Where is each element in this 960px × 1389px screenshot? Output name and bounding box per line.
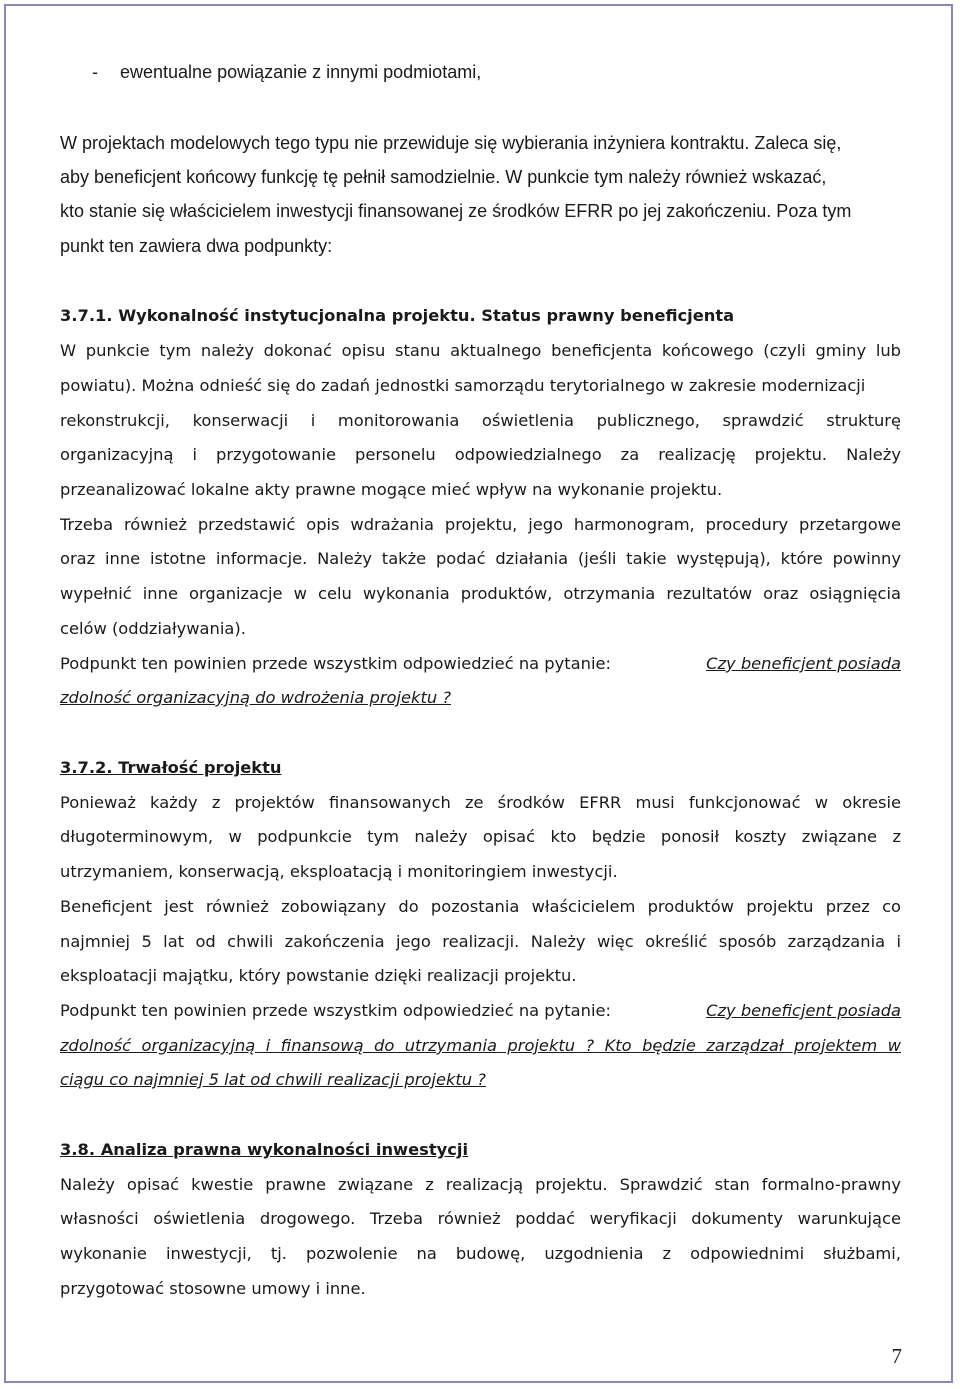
section-371-line-6: Trzeba również przedstawić opis wdrażania projektu, jego harmonogram, procedury przetargowe	[60, 515, 901, 534]
section-371-line-4: organizacyjną i przygotowanie personelu odpowiedzialnego za realizację projektu. Należy	[60, 445, 901, 464]
intro-line-2: aby beneficjent końcowy funkcję tę pełnił samodzielnie. W punkcie tym należy również wskazać,	[60, 167, 827, 187]
section-38-heading-text: 3.8. Analiza prawna wykonalności inwestycji	[60, 1140, 469, 1159]
bullet-item	[92, 60, 692, 84]
section-372-line-3: utrzymaniem, konserwacją, eksploatacją i monitoringiem inwestycji.	[60, 862, 618, 881]
section-372-question-line-1	[60, 999, 901, 1023]
section-372-question-text-2: zdolność organizacyjną i finansową do utrzymania projektu ? Kto będzie zarządzał projektem w	[60, 1036, 901, 1055]
section-371-question-intro: Podpunkt ten powinien przede wszystkim odpowiedzieć na pytanie:	[60, 654, 611, 673]
section-371-question-line-1	[60, 652, 901, 676]
intro-line-1: W projektach modelowych tego typu nie przewiduje się wybierania inżyniera kontraktu. Zaleca się,	[60, 133, 842, 153]
section-371-heading: 3.7.1. Wykonalność instytucjonalna projektu. Status prawny beneficjenta	[60, 306, 735, 325]
section-372-line-2: długoterminowym, w podpunkcie tym należy opisać kto będzie ponosił koszty związane z	[60, 827, 901, 846]
section-372-question-line-3	[60, 1068, 901, 1092]
section-372-question-text-1: Czy beneficjent posiada	[706, 1001, 901, 1020]
intro-line-3: kto stanie się właścicielem inwestycji finansowanej ze środków EFRR po jej zakończeniu. Poza tym	[60, 201, 852, 221]
bullet-text: ewentualne powiązanie z innymi podmiotami,	[120, 62, 482, 82]
section-372-heading	[60, 756, 901, 780]
section-372-question-line-2	[60, 1034, 901, 1058]
section-371-line-1: W punkcie tym należy dokonać opisu stanu aktualnego beneficjenta końcowego (czyli gminy lub	[60, 341, 901, 360]
section-371-question-text-2: zdolność organizacyjną do wdrożenia projektu ?	[60, 688, 451, 707]
section-372-line-6: eksploatacji majątku, który powstanie dzięki realizacji projektu.	[60, 966, 577, 985]
section-371-line-7: oraz inne istotne informacje. Należy także podać działania (jeśli takie występują), które powinny	[60, 549, 901, 568]
section-372-line-5: najmniej 5 lat od chwili zakończenia jego realizacji. Należy więc określić sposób zarządzania i	[60, 932, 901, 951]
section-371-line-2: powiatu). Można odnieść się do zadań jednostki samorządu terytorialnego w zakresie modernizacji	[60, 376, 866, 395]
section-371-question-line-2	[60, 686, 901, 710]
page-number: 7	[891, 1344, 902, 1368]
section-371-line-5: przeanalizować lokalne akty prawne mogące mieć wpływ na wykonanie projektu.	[60, 480, 723, 499]
section-371-question-text-1: Czy beneficjent posiada	[706, 654, 901, 673]
section-371-line-8: wypełnić inne organizacje w celu wykonania produktów, otrzymania rezultatów oraz osiągnięcia	[60, 584, 901, 603]
section-372-line-4: Beneficjent jest również zobowiązany do pozostania właścicielem produktów projektu przez co	[60, 897, 901, 916]
section-372-question-text-3: ciągu co najmniej 5 lat od chwili realizacji projektu ?	[60, 1070, 486, 1089]
section-38-line-3: wykonanie inwestycji, tj. pozwolenie na budowę, uzgodnienia z odpowiednimi służbami,	[60, 1244, 901, 1263]
section-38-line-4: przygotować stosowne umowy i inne.	[60, 1279, 366, 1298]
section-38-heading	[60, 1138, 901, 1162]
section-38-line-2: własności oświetlenia drogowego. Trzeba również poddać weryfikacji dokumenty warunkujące	[60, 1209, 901, 1228]
section-371-line-9: celów (oddziaływania).	[60, 619, 246, 638]
section-372-line-1: Ponieważ każdy z projektów finansowanych ze środków EFRR musi funkcjonować w okresie	[60, 793, 901, 812]
intro-line-4: punkt ten zawiera dwa podpunkty:	[60, 236, 333, 256]
section-38-line-1: Należy opisać kwestie prawne związane z realizacją projektu. Sprawdzić stan formalno-prawny	[60, 1175, 901, 1194]
section-372-question-intro: Podpunkt ten powinien przede wszystkim odpowiedzieć na pytanie:	[60, 1001, 611, 1020]
section-372-heading-text: 3.7.2. Trwałość projektu	[60, 758, 282, 777]
bullet-marker: -	[92, 62, 98, 82]
section-371-line-3: rekonstrukcji, konserwacji i monitorowania oświetlenia publicznego, sprawdzić strukturę	[60, 411, 901, 430]
